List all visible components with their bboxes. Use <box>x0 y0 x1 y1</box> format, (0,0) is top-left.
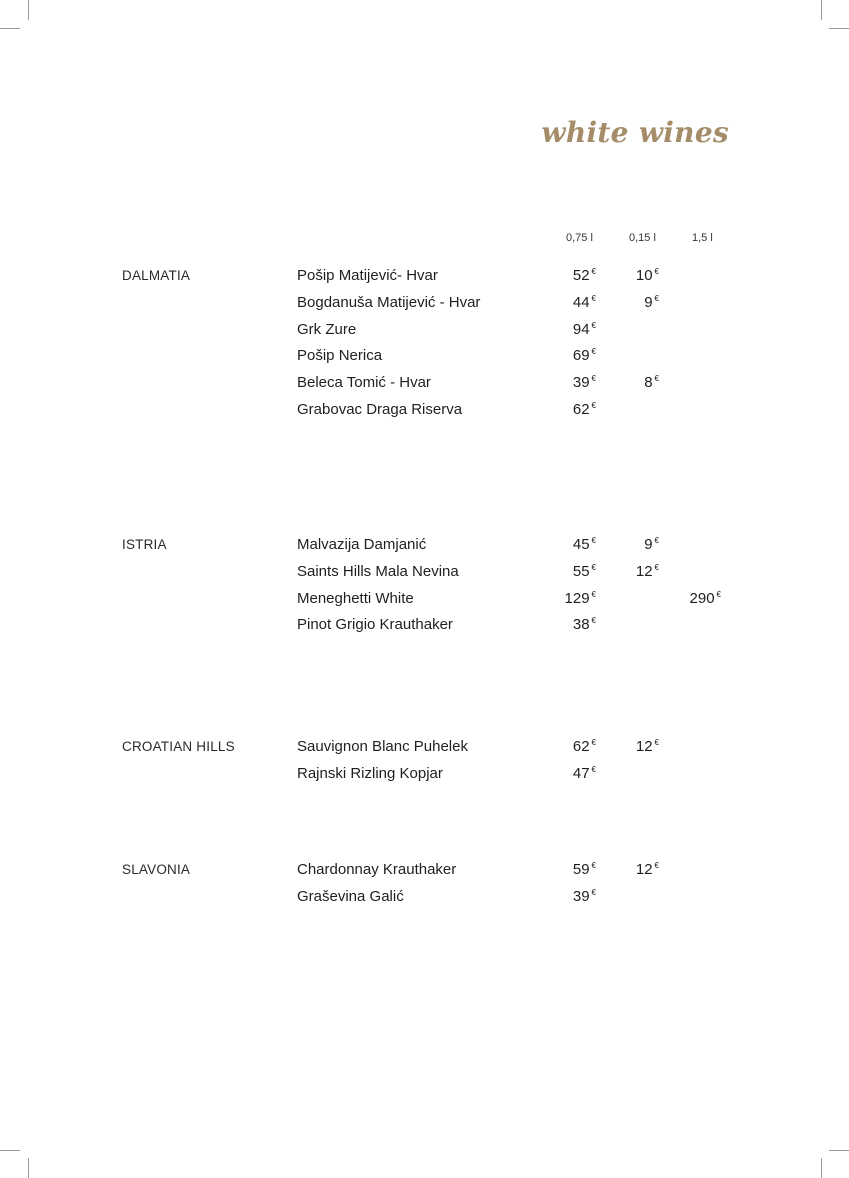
price-075 <box>516 590 596 607</box>
currency-symbol: € <box>591 347 596 357</box>
wine-name: Bogdanuša Matijević - Hvar <box>297 293 481 311</box>
currency-symbol: € <box>654 562 659 572</box>
price-value: 94 <box>572 320 590 338</box>
wine-row <box>0 294 849 320</box>
wine-name: Pošip Matijević- Hvar <box>297 267 438 284</box>
page-title: white wines <box>541 116 729 149</box>
wine-row <box>0 401 849 427</box>
price-015 <box>579 563 659 580</box>
price-075 <box>516 347 596 364</box>
wine-name: Grabovac Draga Riserva <box>297 401 463 418</box>
wine-row <box>0 590 849 616</box>
price-075 <box>516 321 596 338</box>
size-label-075: 0,75 l <box>566 232 593 244</box>
currency-symbol: € <box>654 293 659 303</box>
currency-symbol: € <box>591 267 596 276</box>
wine-row <box>0 536 849 562</box>
price-15 <box>641 590 721 607</box>
price-value: 129 <box>564 589 590 607</box>
size-header <box>0 232 849 246</box>
currency-symbol: € <box>591 887 596 897</box>
wine-row <box>0 616 849 642</box>
price-015 <box>579 861 659 878</box>
price-value: 62 <box>572 401 590 418</box>
region-label: SLAVONIA <box>122 862 191 877</box>
wine-row <box>0 861 849 887</box>
wine-name: Meneghetti White <box>297 589 414 607</box>
region-label: ISTRIA <box>122 537 167 552</box>
size-label-015: 0,15 l <box>629 232 656 244</box>
wine-name: Sauvignon Blanc Puhelek <box>297 738 468 755</box>
wine-name: Pošip Nerica <box>297 347 383 365</box>
price-075 <box>516 401 596 418</box>
crop-mark <box>0 1150 20 1151</box>
currency-symbol: € <box>591 401 596 410</box>
wine-row <box>0 765 849 791</box>
price-value: 9 <box>644 536 653 553</box>
currency-symbol: € <box>654 738 659 747</box>
crop-mark <box>821 1158 822 1178</box>
currency-symbol: € <box>591 536 596 545</box>
wine-name: Malvazija Damjanić <box>297 536 427 553</box>
price-015 <box>579 374 659 391</box>
price-015 <box>579 267 659 284</box>
currency-symbol: € <box>591 764 596 774</box>
size-label-15: 1,5 l <box>692 232 713 244</box>
currency-symbol: € <box>591 589 596 599</box>
price-value: 47 <box>572 764 590 782</box>
currency-symbol: € <box>591 616 596 626</box>
price-015 <box>579 536 659 553</box>
wine-row <box>0 888 849 914</box>
price-075 <box>516 616 596 633</box>
currency-symbol: € <box>591 293 596 303</box>
price-value: 52 <box>572 267 590 284</box>
region-label: DALMATIA <box>122 268 191 283</box>
currency-symbol: € <box>716 589 721 599</box>
crop-mark <box>28 1158 29 1178</box>
price-075 <box>516 765 596 782</box>
price-value: 59 <box>572 861 590 878</box>
price-value: 10 <box>635 267 653 284</box>
wine-name: Rajnski Rizling Kopjar <box>297 764 443 782</box>
currency-symbol: € <box>591 861 596 870</box>
price-value: 12 <box>635 861 653 878</box>
wine-row <box>0 563 849 589</box>
wine-name: Beleca Tomić - Hvar <box>297 374 431 392</box>
price-015 <box>579 738 659 755</box>
wine-name: Chardonnay Krauthaker <box>297 861 457 878</box>
price-value: 62 <box>572 738 590 755</box>
currency-symbol: € <box>591 374 596 384</box>
price-015 <box>579 294 659 311</box>
wine-name: Saints Hills Mala Nevina <box>297 562 459 580</box>
price-value: 39 <box>572 887 590 905</box>
wine-row <box>0 347 849 373</box>
currency-symbol: € <box>654 374 659 384</box>
price-value: 12 <box>635 562 653 580</box>
currency-symbol: € <box>654 861 659 870</box>
price-value: 9 <box>644 293 653 311</box>
crop-mark <box>821 0 822 20</box>
wine-row <box>0 267 849 293</box>
crop-mark <box>829 28 849 29</box>
price-value: 39 <box>572 374 590 392</box>
price-value: 8 <box>644 374 653 392</box>
price-value: 38 <box>572 616 590 634</box>
region-label: CROATIAN HILLS <box>122 739 235 754</box>
wine-name: Grk Zure <box>297 320 357 338</box>
wine-name: Pinot Grigio Krauthaker <box>297 616 453 634</box>
price-value: 12 <box>635 738 653 755</box>
currency-symbol: € <box>654 267 659 276</box>
crop-mark <box>0 28 20 29</box>
wine-row <box>0 374 849 400</box>
price-value: 69 <box>572 347 590 365</box>
wine-name: Graševina Galić <box>297 887 404 905</box>
currency-symbol: € <box>654 536 659 545</box>
wine-row <box>0 738 849 764</box>
currency-symbol: € <box>591 562 596 572</box>
crop-mark <box>829 1150 849 1151</box>
price-value: 55 <box>572 562 590 580</box>
currency-symbol: € <box>591 738 596 747</box>
currency-symbol: € <box>591 320 596 330</box>
price-value: 44 <box>572 293 590 311</box>
wine-row <box>0 321 849 347</box>
crop-mark <box>28 0 29 20</box>
price-value: 45 <box>572 536 590 553</box>
price-075 <box>516 888 596 905</box>
price-value: 290 <box>689 589 715 607</box>
